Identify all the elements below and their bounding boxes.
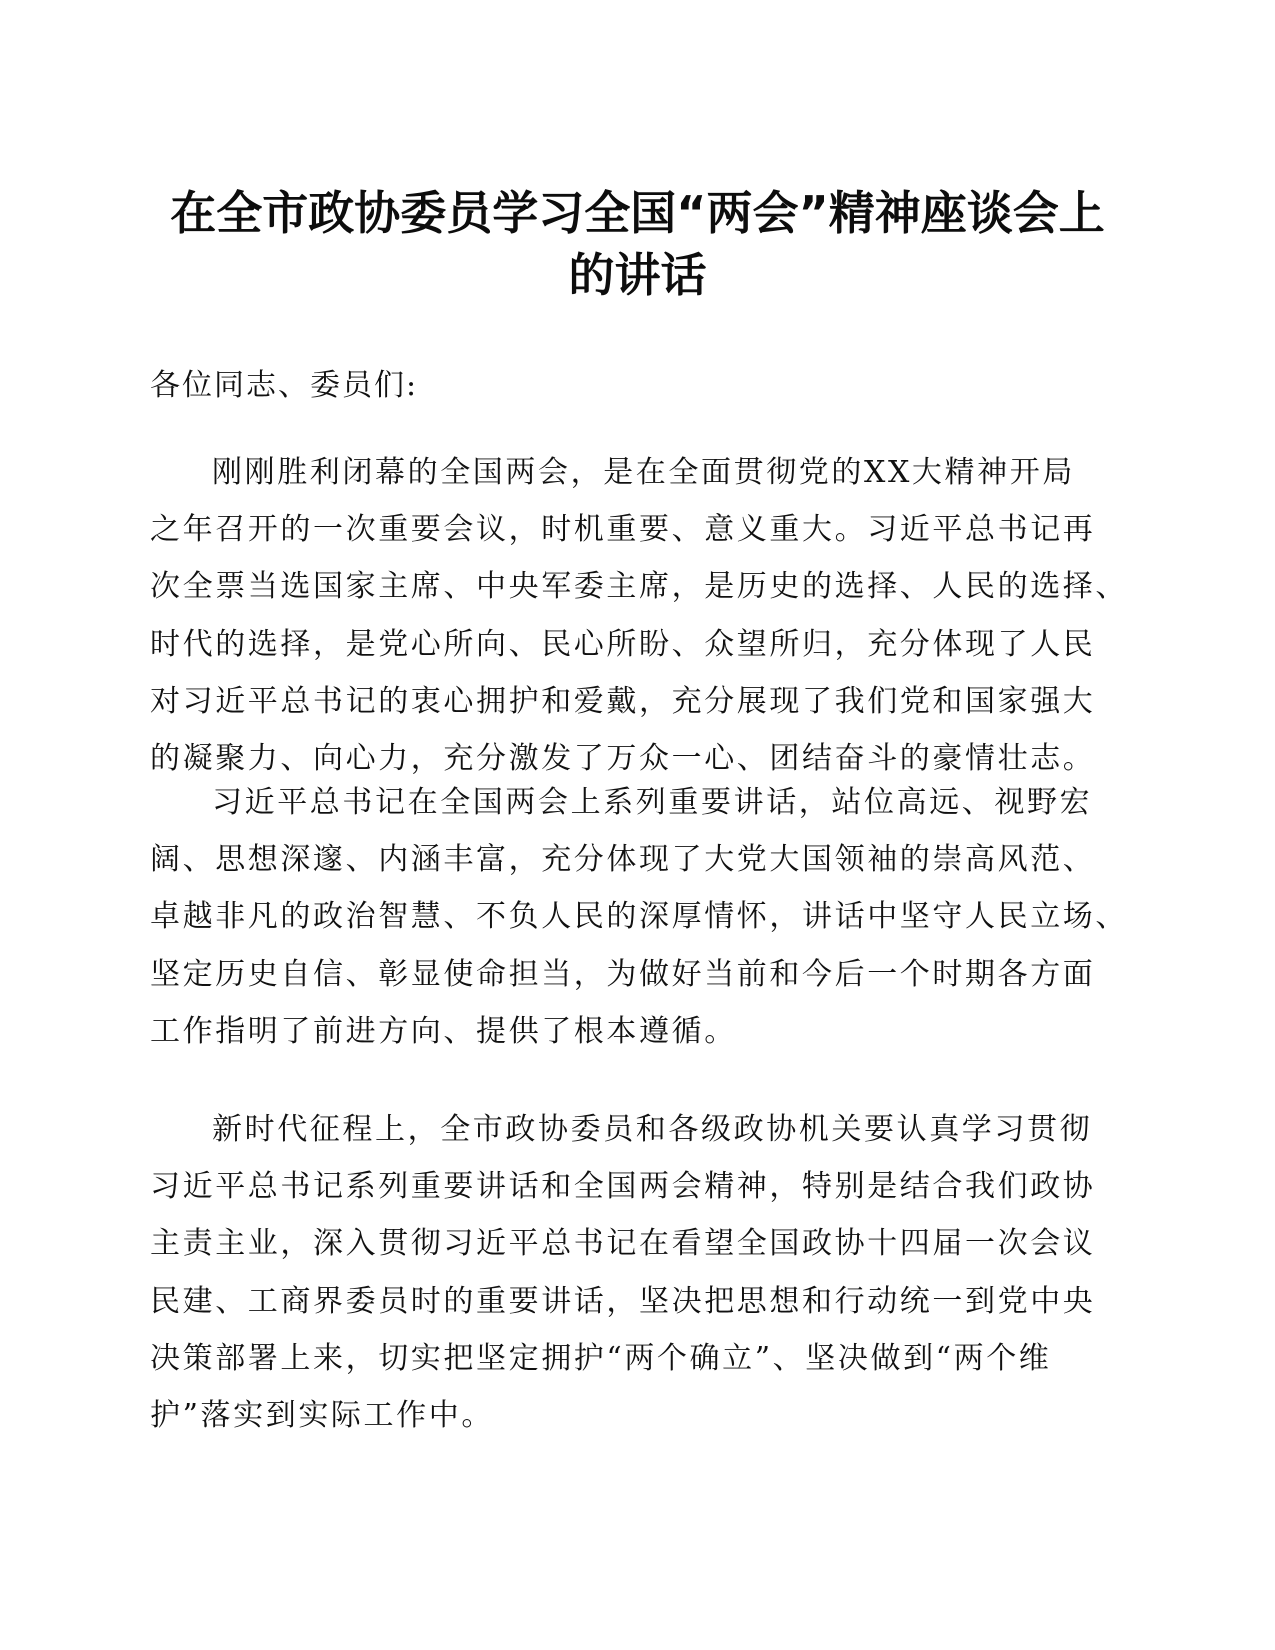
paragraph-line: 护”落实到实际工作中。 [150,1398,494,1434]
paragraph-line: 次全票当选国家主席、中央军委主席，是历史的选择、人民的选择、 [150,569,1128,605]
paragraph-line: 之年召开的一次重要会议，时机重要、意义重大。习近平总书记再 [150,512,1096,548]
paragraph-line: 对习近平总书记的衷心拥护和爱戴，充分展现了我们党和国家强大 [150,683,1096,719]
paragraph-line: 阔、思想深邃、内涵丰富，充分体现了大党大国领袖的崇高风范、 [150,842,1096,878]
paragraph-line: 工作指明了前进方向、提供了根本遵循。 [150,1013,737,1049]
body-paragraph [150,444,1140,787]
paragraph-line: 坚定历史自信、彰显使命担当，为做好当前和今后一个时期各方面 [150,956,1096,992]
paragraph-line: 卓越非凡的政治智慧、不负人民的深厚情怀，讲话中坚守人民立场、 [150,899,1128,935]
title-line: 的讲话 [568,248,707,302]
body-paragraph [150,774,1140,1060]
title-line: 在全市政协委员学习全国“两会”精神座谈会上 [170,186,1105,240]
paragraph-line: 的凝聚力、向心力，充分激发了万众一心、团结奋斗的豪情壮志。 [150,741,1096,777]
paragraph-line: 刚刚胜利闭幕的全国两会，是在全面贯彻党的XX大精神开局 [212,455,1075,490]
body-paragraph [150,1101,1140,1444]
paragraph-line: 决策部署上来，切实把坚定拥护“两个确立”、坚决做到“两个维 [150,1340,1052,1376]
paragraph-line: 民建、工商界委员时的重要讲话，坚决把思想和行动统一到党中央 [150,1283,1096,1319]
paragraph-line: 时代的选择，是党心所向、民心所盼、众望所归，充分体现了人民 [150,626,1096,662]
paragraph-line: 新时代征程上，全市政协委员和各级政协机关要认真学习贯彻 [212,1112,1093,1147]
paragraph-line: 习近平总书记在全国两会上系列重要讲话，站位高远、视野宏 [212,785,1093,820]
paragraph-line: 主责主业，深入贯彻习近平总书记在看望全国政协十四届一次会议 [150,1226,1096,1262]
salutation: 各位同志、委员们: [150,368,419,403]
document-title [140,182,1135,306]
paragraph-line: 习近平总书记系列重要讲话和全国两会精神，特别是结合我们政协 [150,1169,1096,1205]
